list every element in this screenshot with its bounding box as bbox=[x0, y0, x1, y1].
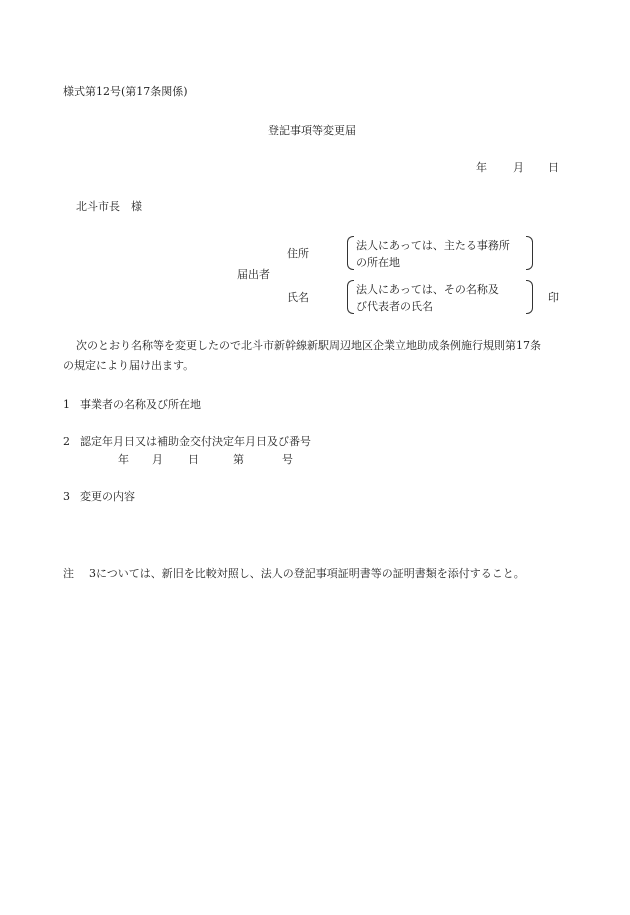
body-text-line2: の規定により届け出ます。 bbox=[63, 359, 195, 372]
address-label: 住所 bbox=[287, 247, 309, 260]
item-2-year-label: 年 bbox=[118, 453, 129, 466]
note-text: 3については、新旧を比較対照し、法人の登記事項証明書等の証明書類を添付すること。 bbox=[89, 567, 525, 580]
seal-mark: 印 bbox=[548, 291, 559, 304]
item-2-day-label: 日 bbox=[188, 453, 199, 466]
item-3-text: 変更の内容 bbox=[80, 490, 135, 503]
addressee: 北斗市長 様 bbox=[76, 200, 142, 213]
address-note-line1: 法人にあっては、主たる事務所 bbox=[356, 239, 510, 252]
body-text-line1: 次のとおり名称等を変更したので北斗市新幹線新駅周辺地区企業立地助成条例施行規則第17条 bbox=[76, 339, 541, 352]
item-2-number: 2 bbox=[63, 435, 70, 448]
name-note-line1: 法人にあっては、その名称及 bbox=[356, 283, 499, 296]
date-year-label: 年 bbox=[476, 161, 487, 174]
applicant-label: 届出者 bbox=[237, 268, 270, 281]
date-day-label: 日 bbox=[548, 161, 559, 174]
name-note-right-bracket bbox=[526, 280, 533, 314]
item-1-number: 1 bbox=[63, 398, 70, 411]
form-number: 様式第12号(第17条関係) bbox=[63, 85, 188, 98]
item-2-go-label: 号 bbox=[282, 453, 293, 466]
item-2-month-label: 月 bbox=[152, 453, 163, 466]
name-note-line2: び代表者の氏名 bbox=[356, 300, 433, 313]
item-3-number: 3 bbox=[63, 490, 70, 503]
date-month-label: 月 bbox=[513, 161, 524, 174]
address-note-left-bracket bbox=[347, 236, 354, 270]
item-1-text: 事業者の名称及び所在地 bbox=[80, 398, 201, 411]
item-2-dai-label: 第 bbox=[233, 453, 244, 466]
address-note-right-bracket bbox=[526, 236, 533, 270]
name-label: 氏名 bbox=[287, 291, 309, 304]
item-2-text: 認定年月日又は補助金交付決定年月日及び番号 bbox=[80, 435, 311, 448]
document-title: 登記事項等変更届 bbox=[268, 124, 356, 137]
note-label: 注 bbox=[63, 567, 74, 580]
name-note-left-bracket bbox=[347, 280, 354, 314]
address-note-line2: の所在地 bbox=[356, 256, 400, 269]
